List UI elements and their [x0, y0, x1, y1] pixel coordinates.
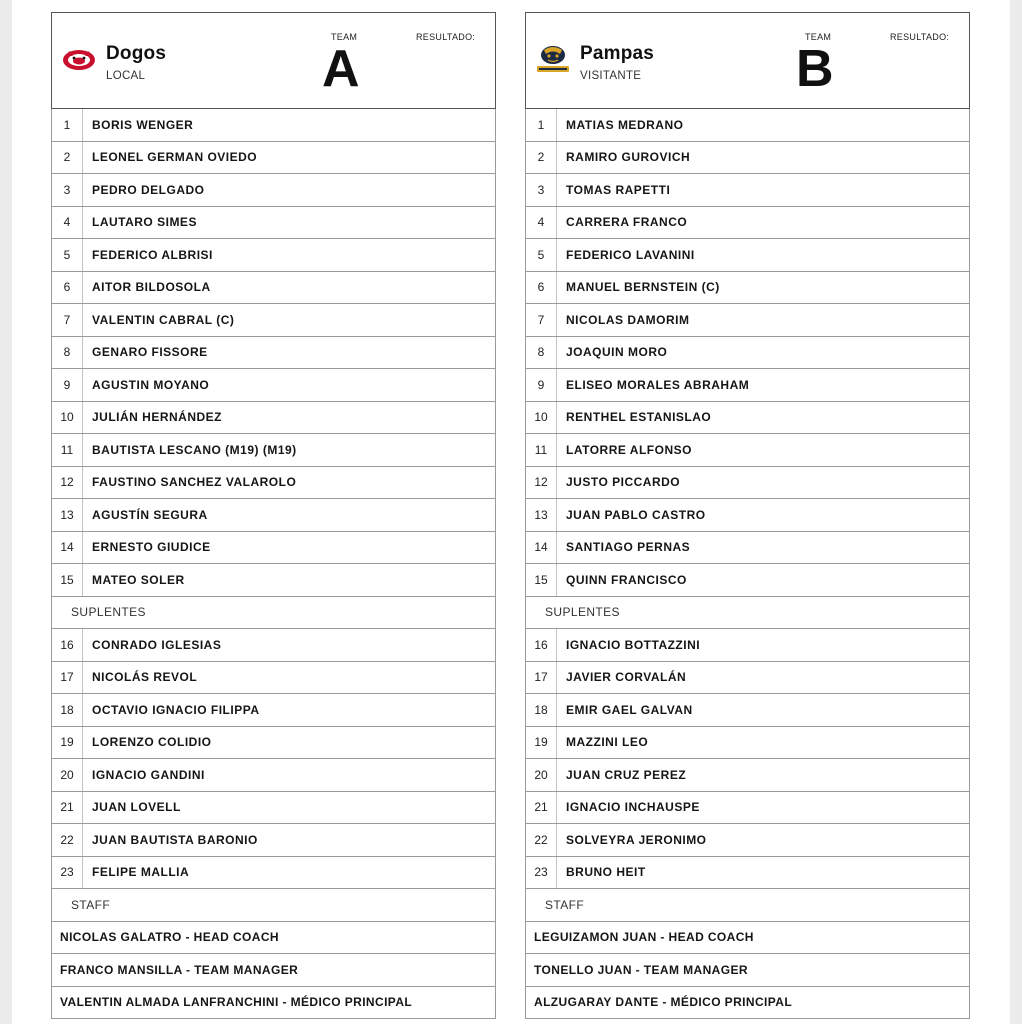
- staff-row: [526, 922, 969, 955]
- player-name: JUAN BAUTISTA BARONIO: [92, 832, 258, 847]
- sub-player-row: [526, 694, 969, 727]
- player-number: 19: [52, 727, 83, 759]
- player-row: [52, 272, 495, 305]
- player-row: [526, 304, 969, 337]
- player-number: 21: [52, 792, 83, 824]
- player-row: [52, 207, 495, 240]
- player-row: [52, 402, 495, 435]
- player-name: NICOLÁS REVOL: [92, 670, 198, 685]
- sub-player-row: [52, 694, 495, 727]
- player-number: 6: [52, 272, 83, 304]
- player-row: [52, 564, 495, 597]
- staff-row: [52, 922, 495, 955]
- sub-player-row: [52, 824, 495, 857]
- player-number: 17: [526, 662, 557, 694]
- team-b-role: VISITANTE: [580, 70, 642, 82]
- team-a-header: [51, 12, 496, 109]
- player-row: [526, 142, 969, 175]
- player-number: 14: [526, 532, 557, 564]
- player-row: [52, 337, 495, 370]
- player-number: 9: [52, 369, 83, 401]
- player-number: 8: [52, 337, 83, 369]
- player-number: 2: [526, 142, 557, 174]
- player-name: IGNACIO BOTTAZZINI: [566, 637, 701, 652]
- player-number: 10: [526, 402, 557, 434]
- staff-section-label: STAFF: [71, 897, 111, 912]
- player-row: [526, 402, 969, 435]
- team-a-sheet: [51, 12, 496, 1019]
- player-name: FELIPE MALLIA: [92, 865, 190, 880]
- player-name: VALENTIN CABRAL (C): [92, 312, 235, 327]
- player-name: RENTHEL ESTANISLAO: [566, 410, 712, 425]
- player-number: 15: [526, 564, 557, 596]
- player-name: JAVIER CORVALÁN: [566, 670, 687, 685]
- sub-player-row: [52, 759, 495, 792]
- player-row: [52, 467, 495, 500]
- sub-player-row: [52, 662, 495, 695]
- player-row: [526, 467, 969, 500]
- player-row: [526, 272, 969, 305]
- player-number: 19: [526, 727, 557, 759]
- player-row: [52, 142, 495, 175]
- player-row: [526, 109, 969, 142]
- player-name: MANUEL BERNSTEIN (C): [566, 280, 720, 295]
- player-row: [52, 304, 495, 337]
- player-name: CONRADO IGLESIAS: [92, 637, 222, 652]
- player-row: [526, 532, 969, 565]
- team-a-result-label: RESULTADO:: [416, 32, 476, 42]
- player-name: IGNACIO INCHAUSPE: [566, 800, 700, 815]
- team-b-roster: [525, 109, 970, 1019]
- sub-player-row: [526, 759, 969, 792]
- player-number: 22: [52, 824, 83, 856]
- player-name: MATIAS MEDRANO: [566, 117, 684, 132]
- team-a-letter: A: [322, 40, 360, 98]
- player-number: 11: [526, 434, 557, 466]
- player-name: RAMIRO GUROVICH: [566, 150, 691, 165]
- staff-row: [52, 987, 495, 1020]
- player-name: AITOR BILDOSOLA: [92, 280, 211, 295]
- staff-row: [526, 987, 969, 1020]
- player-number: 10: [52, 402, 83, 434]
- player-number: 6: [526, 272, 557, 304]
- staff-section-row: [526, 889, 969, 922]
- staff-section-label: STAFF: [545, 897, 585, 912]
- player-number: 7: [52, 304, 83, 336]
- player-name: JUAN PABLO CASTRO: [566, 507, 706, 522]
- player-row: [52, 532, 495, 565]
- player-name: SANTIAGO PERNAS: [566, 540, 691, 555]
- player-row: [52, 369, 495, 402]
- staff-member: ALZUGARAY DANTE - MÉDICO PRINCIPAL: [534, 995, 793, 1010]
- player-row: [52, 434, 495, 467]
- player-name: CARRERA FRANCO: [566, 215, 688, 230]
- team-a-team-label: TEAM: [331, 32, 358, 42]
- page-edge-left: [0, 0, 12, 1024]
- player-number: 23: [526, 857, 557, 889]
- player-row: [526, 564, 969, 597]
- player-name: AGUSTIN MOYANO: [92, 377, 210, 392]
- team-b-name: Pampas: [580, 43, 655, 64]
- player-name: ERNESTO GIUDICE: [92, 540, 211, 555]
- subs-section-label: SUPLENTES: [71, 605, 146, 620]
- player-number: 8: [526, 337, 557, 369]
- player-name: MAZZINI LEO: [566, 735, 649, 750]
- player-number: 5: [526, 239, 557, 271]
- player-number: 7: [526, 304, 557, 336]
- player-name: JUSTO PICCARDO: [566, 475, 681, 490]
- player-number: 3: [526, 174, 557, 206]
- pampas-crest-logo-icon: [535, 45, 571, 73]
- player-number: 22: [526, 824, 557, 856]
- subs-section-row: [52, 597, 495, 630]
- staff-member: TONELLO JUAN - TEAM MANAGER: [534, 962, 748, 977]
- player-number: 18: [526, 694, 557, 726]
- staff-row: [526, 954, 969, 987]
- player-number: 12: [526, 467, 557, 499]
- player-number: 4: [526, 207, 557, 239]
- player-row: [526, 499, 969, 532]
- player-name: TOMAS RAPETTI: [566, 182, 671, 197]
- player-name: LEONEL GERMAN OVIEDO: [92, 150, 258, 165]
- sub-player-row: [526, 629, 969, 662]
- bulldog-logo-icon: [61, 45, 97, 73]
- player-number: 1: [526, 109, 557, 141]
- subs-section-row: [526, 597, 969, 630]
- player-name: ELISEO MORALES ABRAHAM: [566, 377, 750, 392]
- player-row: [52, 174, 495, 207]
- player-number: 3: [52, 174, 83, 206]
- player-name: SOLVEYRA JERONIMO: [566, 832, 707, 847]
- player-name: AGUSTÍN SEGURA: [92, 507, 208, 522]
- player-name: QUINN FRANCISCO: [566, 572, 687, 587]
- player-name: JUAN CRUZ PEREZ: [566, 767, 687, 782]
- player-name: MATEO SOLER: [92, 572, 185, 587]
- player-row: [526, 337, 969, 370]
- player-row: [526, 369, 969, 402]
- player-number: 13: [526, 499, 557, 531]
- sub-player-row: [52, 792, 495, 825]
- staff-section-row: [52, 889, 495, 922]
- player-number: 15: [52, 564, 83, 596]
- player-row: [526, 434, 969, 467]
- player-row: [526, 174, 969, 207]
- player-row: [52, 239, 495, 272]
- sub-player-row: [526, 727, 969, 760]
- player-number: 16: [526, 629, 557, 661]
- sub-player-row: [526, 824, 969, 857]
- sub-player-row: [52, 629, 495, 662]
- page-edge-right: [1010, 0, 1022, 1024]
- player-name: EMIR GAEL GALVAN: [566, 702, 693, 717]
- player-name: JULIÁN HERNÁNDEZ: [92, 410, 223, 425]
- player-number: 16: [52, 629, 83, 661]
- player-row: [526, 207, 969, 240]
- player-name: IGNACIO GANDINI: [92, 767, 205, 782]
- player-number: 21: [526, 792, 557, 824]
- sub-player-row: [52, 727, 495, 760]
- staff-member: LEGUIZAMON JUAN - HEAD COACH: [534, 930, 754, 945]
- player-number: 14: [52, 532, 83, 564]
- player-name: NICOLAS DAMORIM: [566, 312, 690, 327]
- team-b-header: [525, 12, 970, 109]
- player-row: [52, 499, 495, 532]
- player-number: 17: [52, 662, 83, 694]
- player-name: PEDRO DELGADO: [92, 182, 205, 197]
- player-name: FEDERICO LAVANINI: [566, 247, 695, 262]
- player-number: 18: [52, 694, 83, 726]
- sub-player-row: [52, 857, 495, 890]
- team-b-team-label: TEAM: [805, 32, 832, 42]
- staff-member: NICOLAS GALATRO - HEAD COACH: [60, 930, 279, 945]
- player-name: BRUNO HEIT: [566, 865, 646, 880]
- player-number: 11: [52, 434, 83, 466]
- player-number: 1: [52, 109, 83, 141]
- player-name: JOAQUIN MORO: [566, 345, 668, 360]
- player-number: 4: [52, 207, 83, 239]
- team-a-roster: [51, 109, 496, 1019]
- player-number: 9: [526, 369, 557, 401]
- team-b-letter: B: [796, 40, 834, 98]
- player-name: LAUTARO SIMES: [92, 215, 197, 230]
- player-number: 20: [526, 759, 557, 791]
- player-name: OCTAVIO IGNACIO FILIPPA: [92, 702, 260, 717]
- team-b-result-label: RESULTADO:: [890, 32, 950, 42]
- player-number: 23: [52, 857, 83, 889]
- subs-section-label: SUPLENTES: [545, 605, 620, 620]
- sub-player-row: [526, 792, 969, 825]
- player-number: 13: [52, 499, 83, 531]
- player-name: GENARO FISSORE: [92, 345, 208, 360]
- player-name: LORENZO COLIDIO: [92, 735, 212, 750]
- player-name: LATORRE ALFONSO: [566, 442, 692, 457]
- player-number: 20: [52, 759, 83, 791]
- player-name: BORIS WENGER: [92, 117, 194, 132]
- sub-player-row: [526, 857, 969, 890]
- player-number: 5: [52, 239, 83, 271]
- player-row: [52, 109, 495, 142]
- staff-member: VALENTIN ALMADA LANFRANCHINI - MÉDICO PRINCIPAL: [60, 995, 413, 1010]
- staff-row: [52, 954, 495, 987]
- player-number: 12: [52, 467, 83, 499]
- player-name: BAUTISTA LESCANO (M19) (M19): [92, 442, 297, 457]
- player-number: 2: [52, 142, 83, 174]
- player-name: FEDERICO ALBRISI: [92, 247, 213, 262]
- player-row: [526, 239, 969, 272]
- team-a-role: LOCAL: [106, 70, 146, 82]
- team-b-sheet: [525, 12, 970, 1019]
- player-name: JUAN LOVELL: [92, 800, 181, 815]
- staff-member: FRANCO MANSILLA - TEAM MANAGER: [60, 962, 299, 977]
- sub-player-row: [526, 662, 969, 695]
- team-a-name: Dogos: [106, 43, 167, 64]
- player-name: FAUSTINO SANCHEZ VALAROLO: [92, 475, 297, 490]
